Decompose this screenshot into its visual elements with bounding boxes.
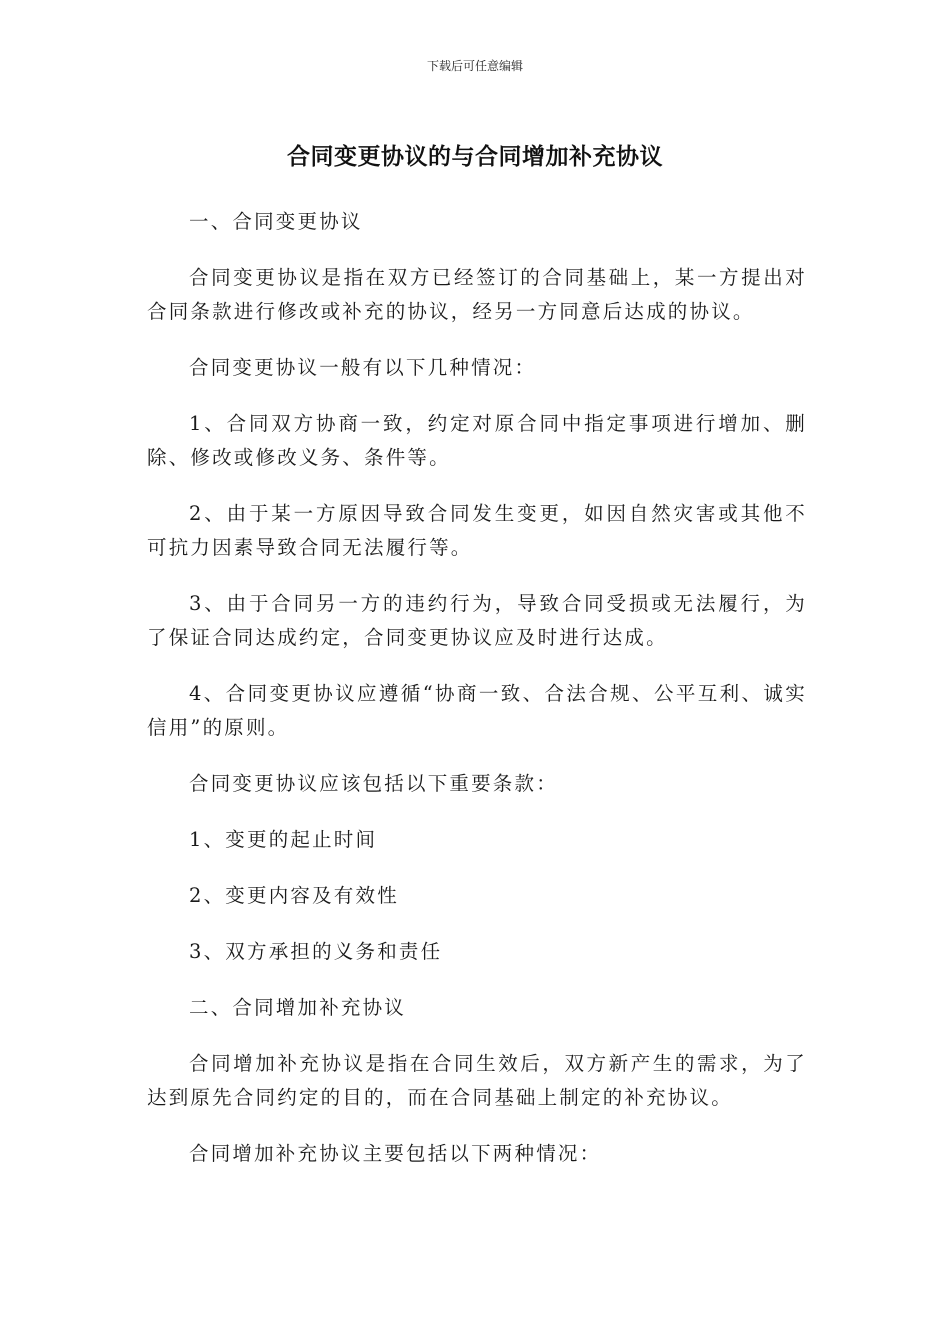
list-item: 3、双方承担的义务和责任	[189, 940, 443, 963]
section-heading-2: 二、合同增加补充协议	[189, 996, 407, 1019]
list-item: 2、变更内容及有效性	[189, 884, 399, 907]
section-heading-1: 一、合同变更协议	[189, 210, 363, 233]
list-item: 1、变更的起止时间	[189, 828, 378, 851]
paragraph: 合同变更协议是指在双方已经签订的合同基础上，某一方提出对合同条款进行修改或补充的协议，经另一方同意后达成的协议。	[147, 266, 807, 323]
paragraph: 合同变更协议一般有以下几种情况：	[189, 356, 537, 379]
document-body	[147, 205, 807, 1193]
list-item: 4、合同变更协议应遵循“协商一致、合法合规、公平互利、诚实信用”的原则。	[147, 682, 807, 739]
paragraph: 合同增加补充协议是指在合同生效后，双方新产生的需求，为了达到原先合同约定的目的，而在合同基础上制定的补充协议。	[147, 1052, 807, 1109]
header-note: 下载后可任意编辑	[426, 59, 523, 73]
list-item: 1、合同双方协商一致，约定对原合同中指定事项进行增加、删除、修改或修改义务、条件等。	[147, 412, 807, 469]
list-item: 3、由于合同另一方的违约行为，导致合同受损或无法履行，为了保证合同达成约定，合同变更协议应及时进行达成。	[147, 592, 807, 649]
document-title: 合同变更协议的与合同增加补充协议	[287, 144, 663, 170]
list-item: 2、由于某一方原因导致合同发生变更，如因自然灾害或其他不可抗力因素导致合同无法履行等。	[147, 502, 807, 559]
paragraph: 合同变更协议应该包括以下重要条款：	[189, 772, 558, 795]
paragraph: 合同增加补充协议主要包括以下两种情况：	[189, 1142, 602, 1165]
